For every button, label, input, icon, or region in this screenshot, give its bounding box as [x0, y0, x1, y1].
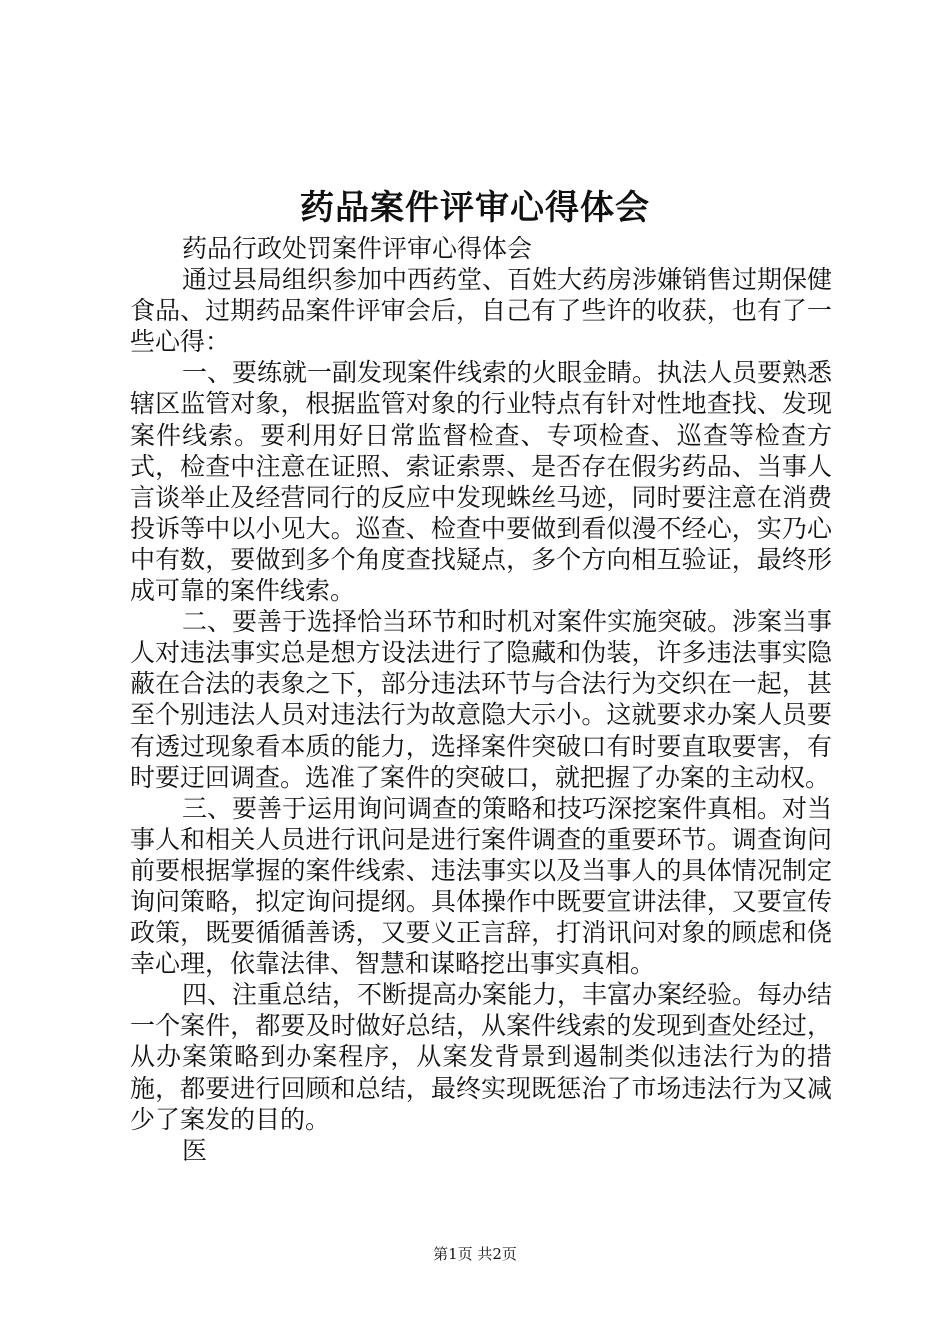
- document-title: 药品案件评审心得体会: [300, 188, 650, 228]
- paragraph-point-4: 四、注重总结，不断提高办案能力，丰富办案经验。每办结一个案件，都要及时做好总结，从案件线索的发现到查处经过，从办案策略到办案程序，从案发背景到遏制类似违法行为的措施，都要进行回顾和总结，最终实现既惩治了市场违法行为又减少了案发的目的。: [130, 980, 833, 1134]
- paragraph-trailing: 医: [182, 1135, 208, 1165]
- paragraph-point-1: 一、要练就一副发现案件线索的火眼金睛。执法人员要熟悉辖区监管对象，根据监管对象的行业特点有针对性地查找、发现案件线索。要利用好日常监督检查、专项检查、巡查等检查方式，检查中注意在证照、索证索票、是否存在假劣药品、当事人言谈举止及经营同行的反应中发现蛛丝马迹，同时要注意在消费投诉等中以小见大。巡查、检查中要做到看似漫不经心，实乃心中有数，要做到多个角度查找疑点，多个方向相互验证，最终形成可靠的案件线索。: [130, 358, 833, 606]
- page-number-footer: 第1页 共2页: [433, 1245, 517, 1263]
- paragraph-subtitle: 药品行政处罚案件评审心得体会: [182, 234, 533, 263]
- document-body: [130, 233, 832, 1166]
- paragraph-point-3: 三、要善于运用询问调查的策略和技巧深挖案件真相。对当事人和相关人员进行讯问是进行案件调查的重要环节。调查询问前要根据掌握的案件线索、违法事实以及当事人的具体情况制定询问策略，拟定询问提纲。具体操作中既要宣讲法律，又要宣传政策，既要循循善诱，又要义正言辞，打消讯问对象的顾虑和侥幸心理，依靠法律、智慧和谋略挖出事实真相。: [130, 793, 833, 979]
- paragraph-point-2: 二、要善于选择恰当环节和时机对案件实施突破。涉案当事人对违法事实总是想方设法进行了隐藏和伪装，许多违法事实隐蔽在合法的表象之下，部分违法环节与合法行为交织在一起，甚至个别违法人员对违法行为故意隐大示小。这就要求办案人员要有透过现象看本质的能力，选择案件突破口有时要直取要害，有时要迂回调查。选准了案件的突破口，就把握了办案的主动权。: [130, 607, 833, 792]
- paragraph-intro: 通过县局组织参加中西药堂、百姓大药房涉嫌销售过期保健食品、过期药品案件评审会后，自己有了些许的收获，也有了一些心得：: [130, 265, 833, 357]
